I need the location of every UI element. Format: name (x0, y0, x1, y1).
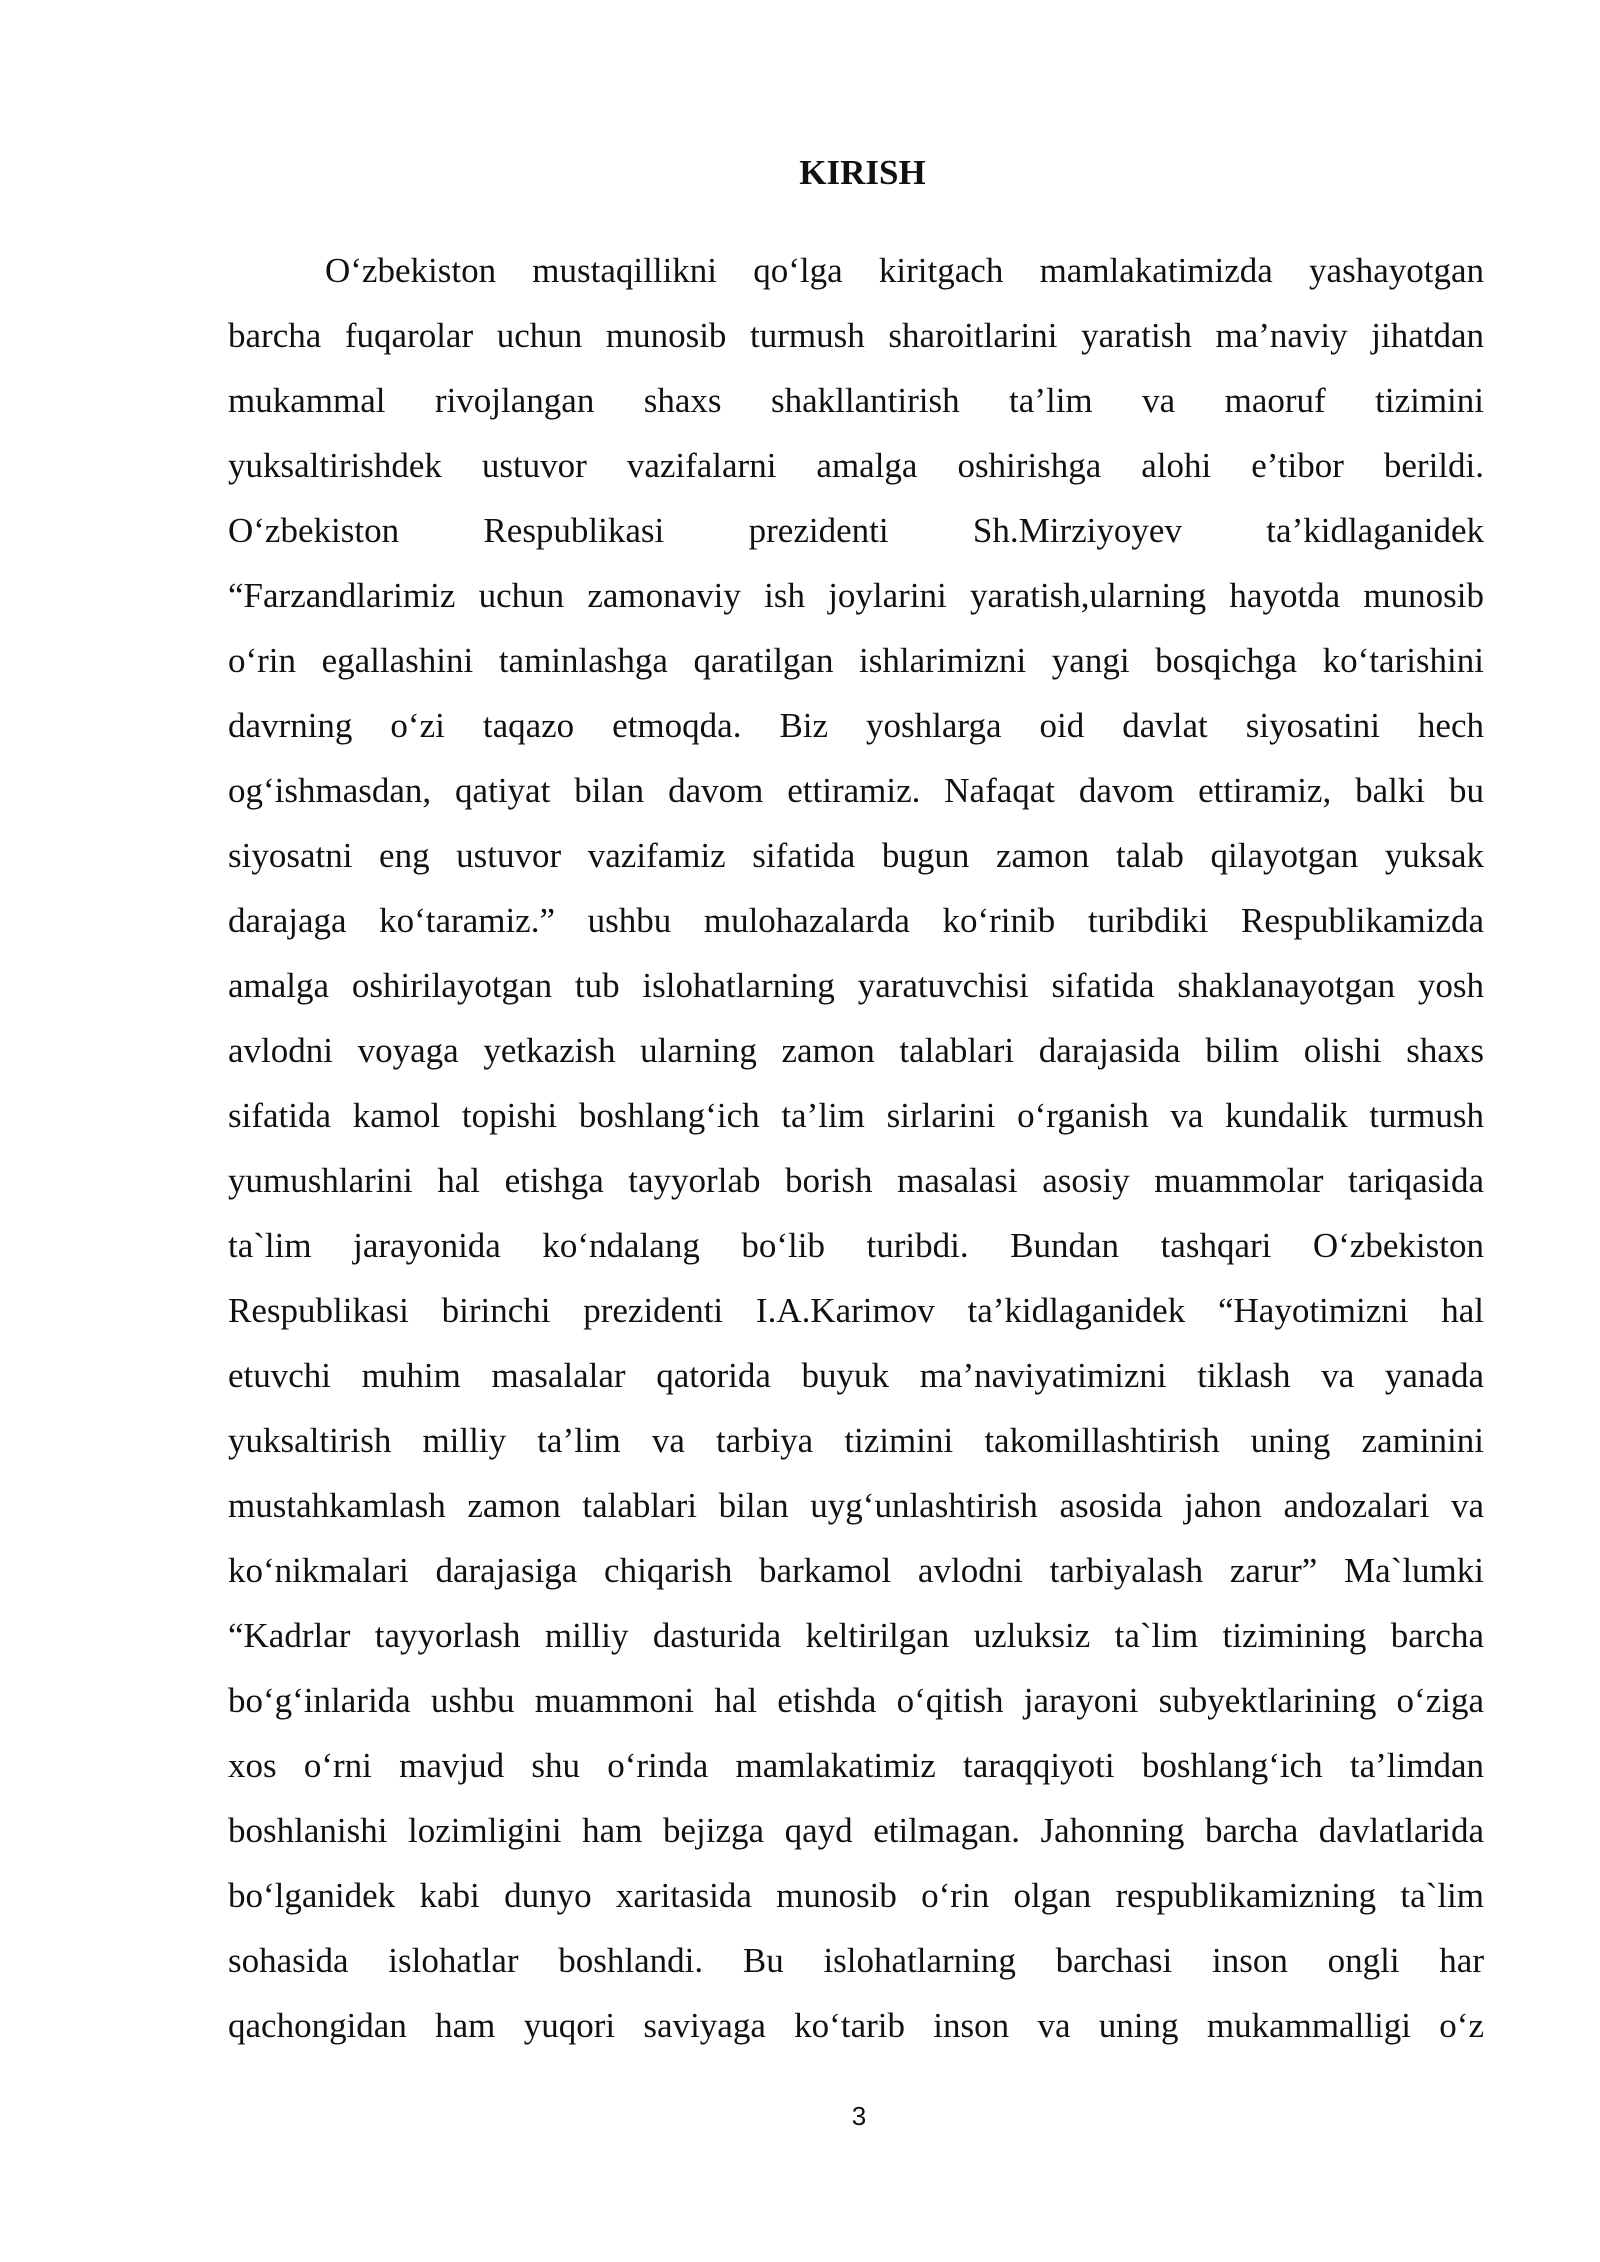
text-line: yuksaltirishdek ustuvor vazifalarni amalga oshirishga alohi e’tibor berildi. (228, 446, 1484, 485)
text-line: mustahkamlash zamon talablari bilan uyg‘unlashtirish asosida jahon andozalari va (228, 1486, 1484, 1525)
text-line: Respublikasi birinchi prezidenti I.A.Karimov ta’kidlaganidek “Hayotimizni hal (228, 1291, 1484, 1330)
text-line: yuksaltirish milliy ta’lim va tarbiya tizimini takomillashtirish uning zaminini (228, 1421, 1484, 1460)
text-line: barcha fuqarolar uchun munosib turmush sharoitlarini yaratish ma’naviy jihatdan (228, 316, 1484, 355)
body-paragraph (228, 238, 1484, 2058)
text-line: siyosatni eng ustuvor vazifamiz sifatida bugun zamon talab qilayotgan yuksak (228, 836, 1484, 875)
text-line: mukammal rivojlangan shaxs shakllantirish ta’lim va maoruf tizimini (228, 381, 1484, 420)
text-line: og‘ishmasdan, qatiyat bilan davom ettiramiz. Nafaqat davom ettiramiz, balki bu (228, 771, 1484, 810)
text-line: boshlanishi lozimligini ham bejizga qayd etilmagan. Jahonning barcha davlatlarida (228, 1811, 1484, 1850)
text-line: avlodni voyaga yetkazish ularning zamon talablari darajasida bilim olishi shaxs (228, 1031, 1484, 1070)
text-line: o‘rin egallashini taminlashga qaratilgan ishlarimizni yangi bosqichga ko‘tarishini (228, 641, 1484, 680)
text-line: yumushlarini hal etishga tayyorlab borish masalasi asosiy muammolar tariqasida (228, 1161, 1484, 1200)
text-line: sohasida islohatlar boshlandi. Bu islohatlarning barchasi inson ongli har (228, 1941, 1484, 1980)
page-number: 3 (851, 2101, 867, 2131)
page-title: KIRISH (799, 153, 926, 192)
text-line: ko‘nikmalari darajasiga chiqarish barkamol avlodni tarbiyalash zarur” Ma`lumki (228, 1551, 1484, 1590)
text-line: qachongidan ham yuqori saviyaga ko‘tarib inson va uning mukammalligi o‘z (228, 2006, 1484, 2045)
text-line: bo‘g‘inlarida ushbu muammoni hal etishda o‘qitish jarayoni subyektlarining o‘ziga (228, 1681, 1484, 1720)
text-line: sifatida kamol topishi boshlang‘ich ta’lim sirlarini o‘rganish va kundalik turmush (228, 1096, 1484, 1135)
text-line: ta`lim jarayonida ko‘ndalang bo‘lib turibdi. Bundan tashqari O‘zbekiston (228, 1226, 1484, 1265)
text-line: darajaga ko‘taramiz.” ushbu mulohazalarda ko‘rinib turibdiki Respublikamizda (228, 901, 1484, 940)
text-line: “Kadrlar tayyorlash milliy dasturida keltirilgan uzluksiz ta`lim tizimining barcha (228, 1616, 1484, 1655)
text-line: amalga oshirilayotgan tub islohatlarning yaratuvchisi sifatida shaklanayotgan yosh (228, 966, 1484, 1005)
text-line: O‘zbekiston Respublikasi prezidenti Sh.Mirziyoyev ta’kidlaganidek (228, 511, 1484, 550)
text-line: etuvchi muhim masalalar qatorida buyuk ma’naviyatimizni tiklash va yanada (228, 1356, 1484, 1395)
text-line: “Farzandlarimiz uchun zamonaviy ish joylarini yaratish,ularning hayotda munosib (228, 576, 1484, 615)
text-line: bo‘lganidek kabi dunyo xaritasida munosib o‘rin olgan respublikamizning ta`lim (228, 1876, 1484, 1915)
text-line: davrning o‘zi taqazo etmoqda. Biz yoshlarga oid davlat siyosatini hech (228, 706, 1484, 745)
text-line: O‘zbekiston mustaqillikni qo‘lga kiritgach mamlakatimizda yashayotgan (325, 251, 1484, 290)
text-line: xos o‘rni mavjud shu o‘rinda mamlakatimiz taraqqiyoti boshlang‘ich ta’limdan (228, 1746, 1484, 1785)
